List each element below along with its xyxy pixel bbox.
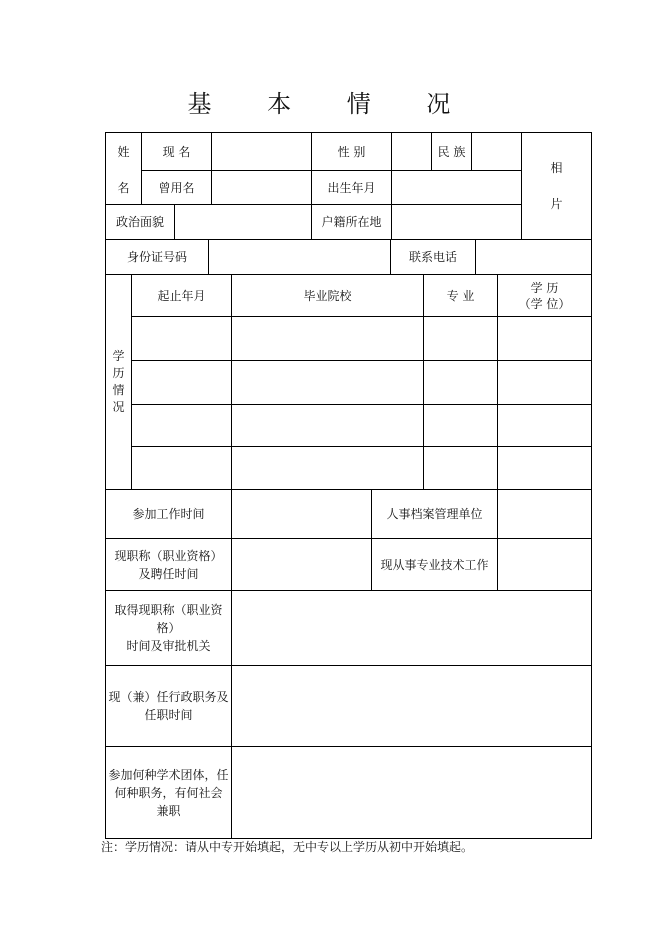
academic-groups-field[interactable] xyxy=(232,747,591,838)
ethnicity-field[interactable] xyxy=(472,133,521,170)
gender-field[interactable] xyxy=(392,133,431,170)
edu-school-field[interactable] xyxy=(232,317,423,360)
edu-degree-field[interactable] xyxy=(498,361,591,404)
current-name-field[interactable] xyxy=(212,133,311,170)
edu-period-field[interactable] xyxy=(132,361,231,404)
footnote: 注：学历情况：请从中专开始填起，无中专以上学历从初中开始填起。 xyxy=(101,840,474,854)
id-number-label: 身份证号码 xyxy=(126,250,187,264)
archive-unit-field[interactable] xyxy=(498,490,591,538)
edu-major-field[interactable] xyxy=(424,405,497,446)
birth-date-label: 出生年月 xyxy=(327,180,376,195)
political-status-label: 政治面貌 xyxy=(115,215,164,229)
birth-date-field[interactable] xyxy=(392,171,521,204)
name-label-part1: 姓 xyxy=(117,144,130,159)
gender-label: 性 别 xyxy=(337,144,366,159)
school-header: 毕业院校 xyxy=(303,288,352,303)
edu-major-field[interactable] xyxy=(424,447,497,489)
household-location-field[interactable] xyxy=(392,205,521,239)
edu-major-field[interactable] xyxy=(424,317,497,360)
current-title-field[interactable] xyxy=(232,539,371,590)
id-number-field[interactable] xyxy=(209,240,390,274)
academic-groups-label: 参加何种学术团体，任 何种职务，有何社会 兼职 xyxy=(108,767,229,818)
edu-degree-field[interactable] xyxy=(498,405,591,446)
period-header: 起止年月 xyxy=(157,288,206,303)
edu-school-field[interactable] xyxy=(232,405,423,446)
edu-period-field[interactable] xyxy=(132,405,231,446)
household-location-label: 户籍所在地 xyxy=(321,215,382,229)
name-label-part2: 名 xyxy=(117,180,130,195)
major-header: 专 业 xyxy=(446,288,475,303)
current-name-label: 现 名 xyxy=(162,144,191,159)
work-start-label: 参加工作时间 xyxy=(132,507,205,521)
political-status-field[interactable] xyxy=(175,205,311,239)
page-title: 基 本 情 况 xyxy=(187,90,475,118)
current-tech-work-field[interactable] xyxy=(498,539,591,590)
edu-school-field[interactable] xyxy=(232,447,423,489)
degree-header: 学 历 （学 位） xyxy=(518,280,571,311)
work-start-field[interactable] xyxy=(232,490,371,538)
phone-field[interactable] xyxy=(476,240,591,274)
title-approval-field[interactable] xyxy=(232,591,591,665)
former-name-label: 曾用名 xyxy=(158,180,195,195)
admin-position-field[interactable] xyxy=(232,666,591,746)
ethnicity-label: 民 族 xyxy=(437,144,466,159)
education-section-label: 学 历 情 况 xyxy=(112,349,125,414)
former-name-field[interactable] xyxy=(212,171,311,204)
photo-label: 相 片 xyxy=(550,161,563,211)
archive-unit-label: 人事档案管理单位 xyxy=(386,507,483,521)
admin-position-label: 现（兼）任行政职务及 任职时间 xyxy=(108,690,229,722)
edu-degree-field[interactable] xyxy=(498,447,591,489)
edu-period-field[interactable] xyxy=(132,447,231,489)
edu-major-field[interactable] xyxy=(424,361,497,404)
current-title-label: 现职称（职业资格） 及聘任时间 xyxy=(114,548,223,581)
title-approval-label: 取得现职称（职业资格） 时间及审批机关 xyxy=(114,603,223,653)
current-tech-work-label: 现从事专业技术工作 xyxy=(380,557,489,572)
phone-label: 联系电话 xyxy=(408,250,457,264)
edu-degree-field[interactable] xyxy=(498,317,591,360)
edu-period-field[interactable] xyxy=(132,317,231,360)
edu-school-field[interactable] xyxy=(232,361,423,404)
